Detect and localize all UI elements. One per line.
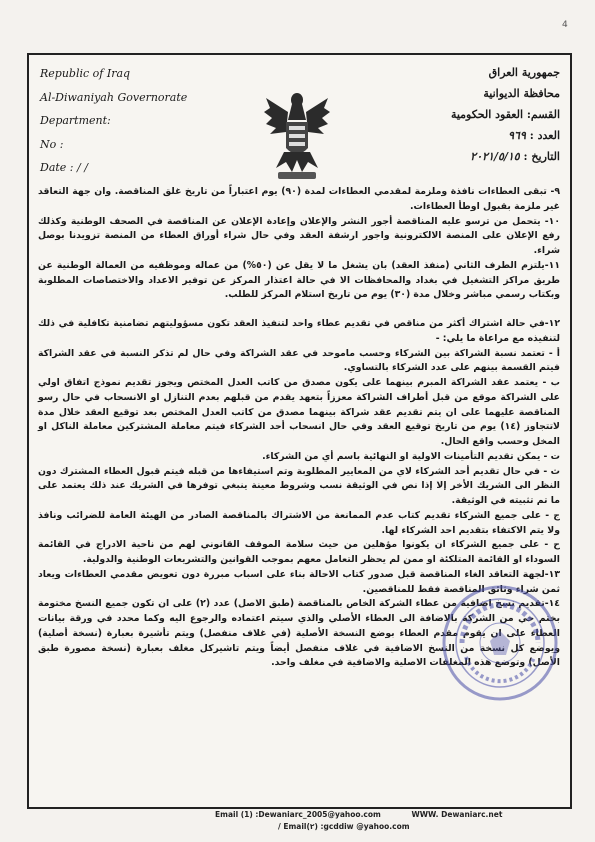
header-governorate-ar: محافظة الديوانية (483, 87, 560, 100)
paragraph-12: ١٢-في حالة اشتراك أكثر من مناقص في تقديم عطاء واحد لتنفيذ العقد تكون مسؤوليتهم تضامنية تكافلية في ذلك لتنفيذه مع مراعاة ما يلي: - (38, 318, 560, 344)
header-country-en: Republic of Iraq (40, 67, 131, 80)
paragraph-11: ١١-يلتزم الطرف الثاني (منفذ العقد) بان يشغل ما لا يقل عن (٥٠%) من عماله وموظفيه من العمالة الوطنية عن طريق مراكز التشغيل في بغداد والمحافظات الا في حالة اعتذار المركز عن توفير الاعداد والاختصاصات المطلوبة وبكتاب رسمي مباشر وخلال مدة (٣٠) يوم من تاريخ استلام المركز للطلب. (38, 259, 560, 301)
iraq-eagle-emblem-icon (262, 86, 332, 182)
header-department-ar: القسم: العقود الحكومية (450, 108, 560, 121)
paragraph-14: ١٤-تقديم نسخ اضافية من عطاء الشركة الخاص بالمناقصة (طبق الاصل) عدد (٢) على ان تكون جميع النسخ مختومة بختم حي من الشركة بالاضافة الى العطاء الأصلي والذي سيتم اعتماده والرجوع اليه وكما محدد في ورقة بيانات العطاء على ان يقوم مقدم العطاء بوضع النسخة الأصلية (في غلاف منفصل) ويتم تأشيرة بعبارة (نسخة أصلية) ويوضع كل نسخة من النسخ الاضافية في غلاف منفصل أيضاً ويتم تاشيركل مغلف بعبارة (نسخة مصورة طبق الأصل) وتوضع هذه المغلفات الاصلية والاضافية في مغلف واحد. (38, 598, 560, 669)
footer-email-1[interactable]: Email (1) :Dewaniarc_2005@yahoo.com (215, 810, 381, 819)
number-label: العدد : (529, 129, 560, 142)
header-date-ar (382, 146, 560, 167)
clause-t: ت - يمكن تقديم التأمينات الاولية او النهائية باسم أي من الشركاء. (262, 450, 560, 462)
header-number-ar (382, 125, 560, 146)
header-department-en: Department: (40, 114, 111, 127)
contract-conditions-body (38, 185, 560, 671)
clause-a: أ - تعتمد نسبة الشراكة بين الشركاء وحسب ماموحد في عقد الشراكة وفي حال لم تذكر النسبة في عقد الشراكة فيتم القسمة بينهم على عدد الشركاء بالتساوي. (38, 347, 560, 374)
footer-line-1 (215, 810, 502, 819)
clause-j: ج - على جميع الشركاء تقديم كتاب عدم الممانعة من الاشتراك بالمناقصة الصادر من الهيئة العامة للضرائب ونافذ ولا يتم الاكتفاء بتقديم احد الشركاء لها. (38, 509, 560, 536)
header-date-en: Date : / / (40, 161, 88, 174)
paragraph-spacer (38, 303, 560, 317)
clause-h: ح - على جميع الشركاء ان يكونوا مؤهلين من حيث سلامة الموقف القانوني لهم من ناحية الادراج في القائمة السوداء او القائمة المتلكئة او ممن لم يحظر التعامل معهم بموجب القوانين والتشريعات الوطنية والدولية. (38, 539, 560, 565)
paragraph-13: ١٣-لجهة التعاقد الغاء المناقصة قبل صدور كتاب الاحالة بناء على اسباب مبررة دون تعويض مقدمي العطاءات ويعاد ثمن شراء وثائق المناقصة فقط للمناقصين. (38, 568, 560, 595)
footer-website[interactable]: WWW. Dewaniarc.net (411, 810, 503, 819)
header-country-ar: جمهورية العراق (488, 66, 560, 79)
header-arabic (382, 62, 560, 167)
paragraph-9: ٩- تبقى العطاءات نافذة وملزمة لمقدمي العطاءات لمدة (٩٠) يوم اعتباراً من تاريخ غلق المناقصة. وان جهة التعاقد غير ملزمة بقبول اوطأ العطاءات. (38, 186, 560, 212)
clause-b: ب - يعتمد عقد الشراكة المبرم بينهما على يكون مصدق من كاتب العدل المختص ويجوز تقديم نموذج اتفاق اولي على الشراكة موقع من قبل أطراف الشراكة معززاً بتعهد يقدم من قبلهم بعدم التنازل او الانسحاب في حال رسو المناقصة عليهما على ان يتم تقديم عقد شراكة بينهما مصدق من كاتب العدل المختص بعد توقيع العقد خلال مدة لاتتجاوز (١٤) يوم من تاريخ توقيع العقد وفي حال انسحاب أحد الشركاء فيتم معاملة المشتركين معاملة الناكل او المخل وحسب واقع الحال. (38, 377, 560, 447)
page-number: 4 (562, 20, 568, 30)
clause-th: ث - في حال تقديم أحد الشركاء لاي من المعايير المطلوبة وتم استيفاءها من قبله فيتم قبول العطاء المشترك دون النظر الى الشريك الأخر إلا إذا نص في الوثيقة نسب وشروط معينة ينبغي توفرها في الشريك عند ذلك يعتمد على ما تم تثبيته في الوثيقة. (38, 465, 560, 506)
number-value: ٩٦٩ (508, 129, 526, 142)
footer-line-2 (278, 822, 410, 831)
header-no-en: No : (40, 137, 64, 151)
footer-email-2[interactable]: / Email(٢) :gcddiw @yahoo.com (278, 822, 410, 831)
date-value: ٢٠٢١/٥/١٥ (470, 150, 520, 163)
date-label: التاريخ : (523, 150, 560, 163)
header-english (40, 62, 240, 180)
paragraph-10: ١٠- يتحمل من ترسو عليه المناقصة أجور النشر والإعلان وإعادة الإعلان عن المناقصة في الصحف الوطنية وكذلك رفع الإعلان على المنصة الالكترونية واجور ارشفة العقد وفي حال شراء أوراق العطاء من المنصة تزويدنا بوصل شراء. (38, 215, 560, 256)
header-governorate-en: Al-Diwaniyah Governorate (40, 90, 188, 104)
